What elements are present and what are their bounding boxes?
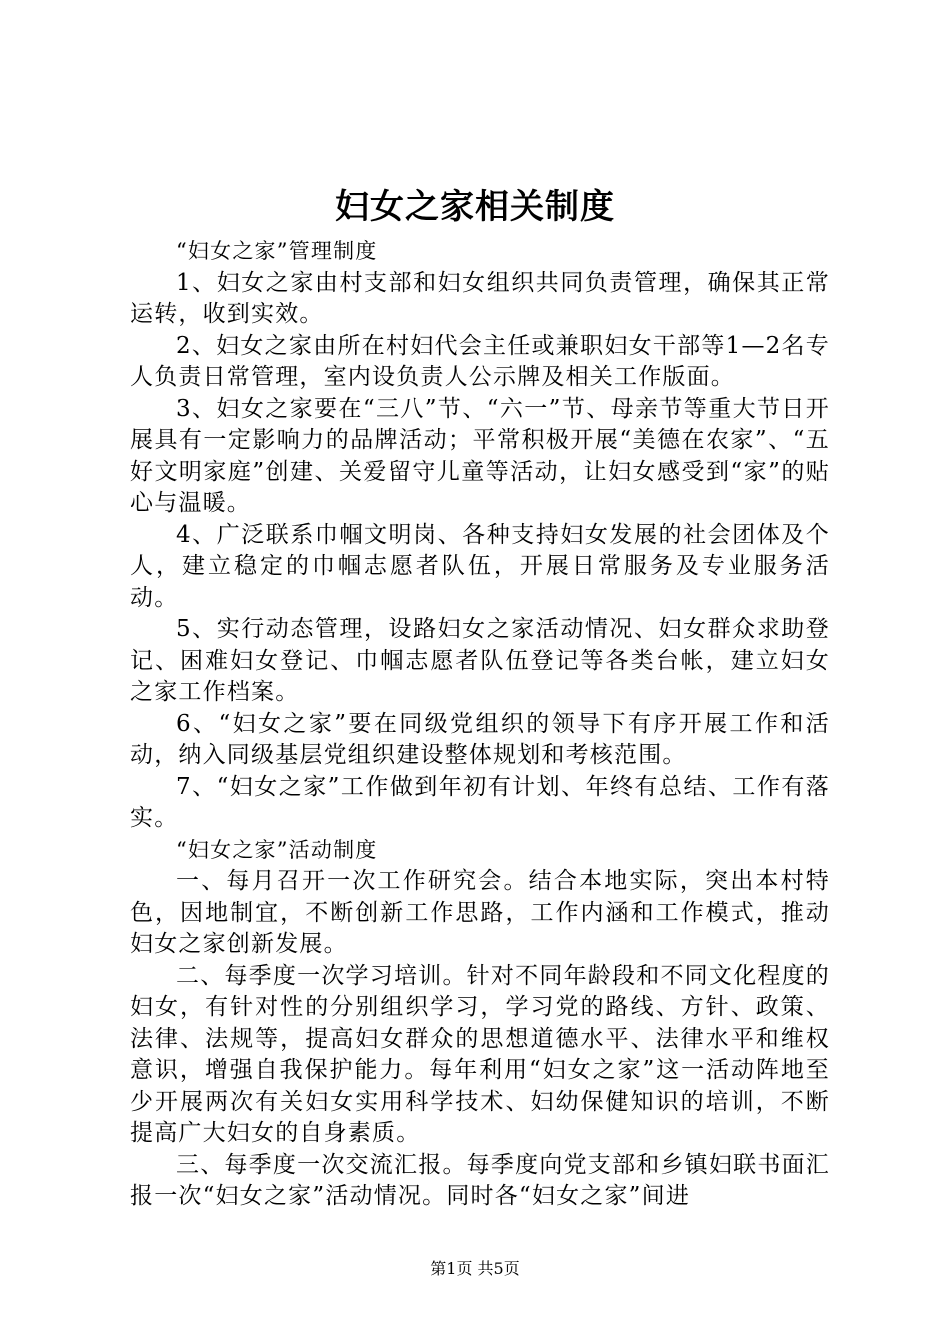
paragraph: 4、广泛联系巾帼文明岗、各种支持妇女发展的社会团体及个人，建立稳定的巾帼志愿者队伍，开展日常服务及专业服务活动。: [130, 521, 830, 611]
paragraph: 7、“妇女之家”工作做到年初有计划、年终有总结、工作有落实。: [130, 773, 830, 831]
paragraph: 三、每季度一次交流汇报。每季度向党支部和乡镇妇联书面汇报一次“妇女之家”活动情况。同时各“妇女之家”间进: [130, 1151, 830, 1209]
paragraph: 1、妇女之家由村支部和妇女组织共同负责管理，确保其正常运转，收到实效。: [130, 269, 830, 327]
paragraph: 3、妇女之家要在“三八”节、“六一”节、母亲节等重大节日开展具有一定影响力的品牌活动；平常积极开展“美德在农家”、“五好文明家庭”创建、关爱留守儿童等活动，让妇女感受到“家”的贴心与温暖。: [130, 395, 830, 516]
paragraph: 5、实行动态管理，设路妇女之家活动情况、妇女群众求助登记、困难妇女登记、巾帼志愿者队伍登记等各类台帐，建立妇女之家工作档案。: [130, 616, 830, 705]
paragraph: 二、每季度一次学习培训。针对不同年龄段和不同文化程度的妇女，有针对性的分别组织学习，学习党的路线、方针、政策、法律、法规等，提高妇女群众的思想道德水平、法律水平和维权意识，增强自我保护能力。每年利用“妇女之家”这一活动阵地至少开展两次有关妇女实用科学技术、妇幼保健知识的培训，不断提高广大妇女的自身素质。: [130, 962, 830, 1146]
document-title: 妇女之家相关制度: [335, 187, 615, 227]
page-footer: 第1页 共5页: [430, 1259, 520, 1278]
section-heading-activity: “妇女之家”活动制度: [176, 837, 378, 862]
paragraph: 一、每月召开一次工作研究会。结合本地实际，突出本村特色，因地制宜，不断创新工作思路，工作内涵和工作模式，推动妇女之家创新发展。: [130, 868, 830, 957]
document-body: [130, 236, 830, 1213]
paragraph: 6、“妇女之家”要在同级党组织的领导下有序开展工作和活动，纳入同级基层党组织建设整体规划和考核范围。: [130, 710, 830, 768]
section-heading-management: “妇女之家”管理制度: [176, 239, 378, 263]
paragraph: 2、妇女之家由所在村妇代会主任或兼职妇女干部等1—2名专人负责日常管理，室内设负责人公示牌及相关工作版面。: [130, 332, 830, 390]
